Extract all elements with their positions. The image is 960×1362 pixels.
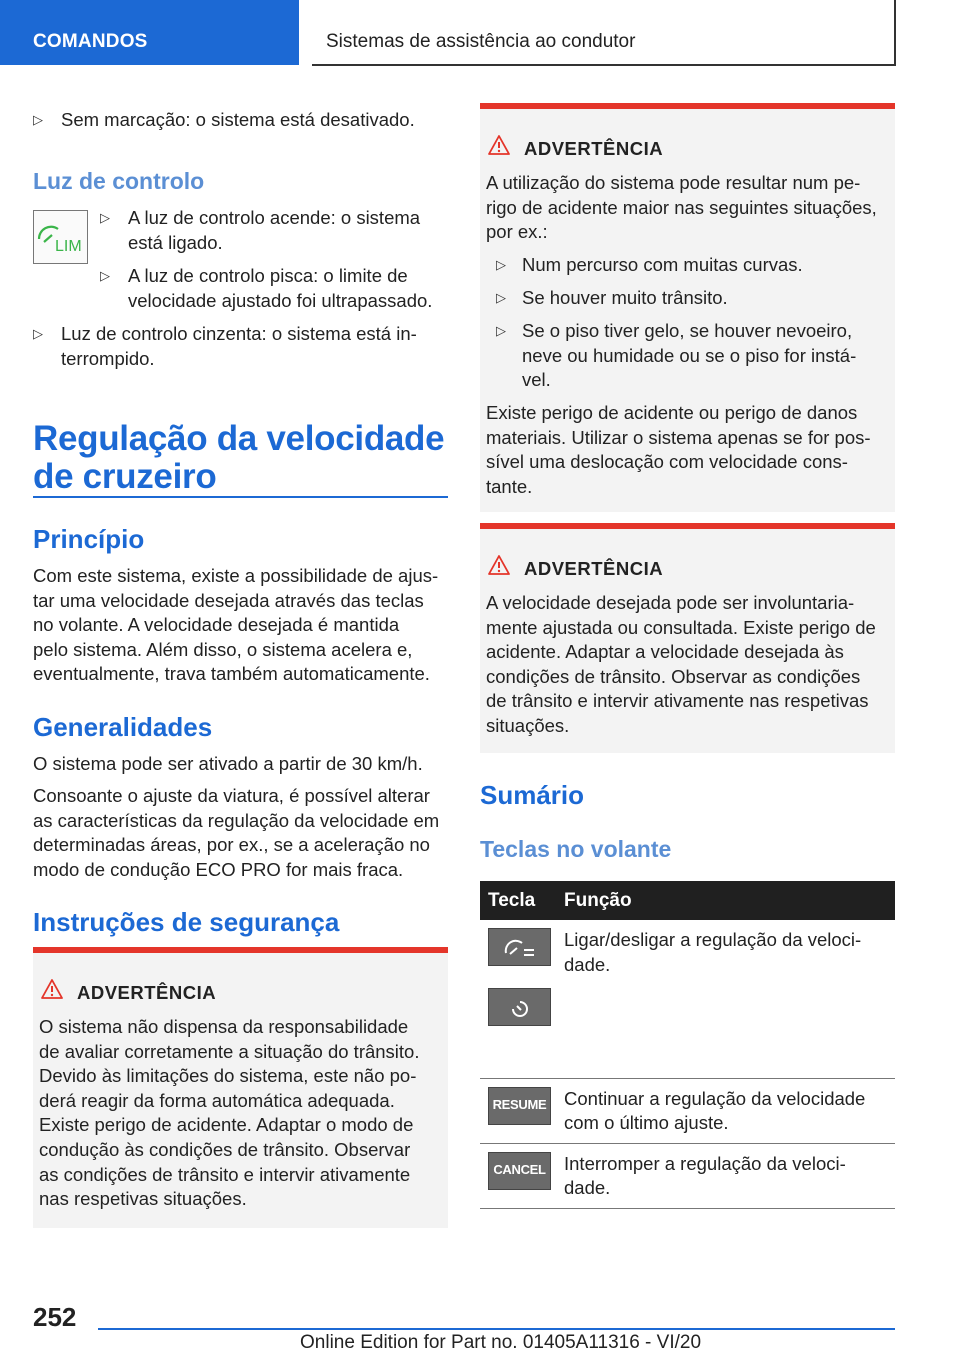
bullet-triangle-icon: ▷: [496, 323, 506, 338]
key-cell: [480, 1143, 556, 1208]
warning-title: ADVERTÊNCIA: [77, 982, 217, 1003]
bullet-text: Se houver muito trânsito.: [522, 287, 728, 308]
chapter-title: Sistemas de assistência ao condutor: [326, 31, 636, 52]
bullet-triangle-icon: ▷: [33, 112, 43, 127]
section-heading-sumario: Sumário: [480, 780, 585, 810]
function-cell: Continuar a regulação da velocidade com o último ajuste.: [556, 1078, 895, 1143]
chapter-tab: [312, 0, 896, 66]
section-heading-seguranca: Instruções de segurança: [33, 907, 340, 937]
section-heading-principio: Princípio: [33, 524, 145, 554]
key-cell: [480, 1078, 556, 1143]
table-header-row: [480, 881, 895, 920]
warning-outro: Existe perigo de acidente ou perigo de danos materiais. Utilizar o sistema apenas se for pos- sível uma deslocação com velocidade cons- tante.: [486, 402, 871, 497]
bullet-item: [33, 108, 448, 133]
principio-paragraph: Com este sistema, existe a possibilidade de ajus- tar uma velocidade desejada através das teclas no volante. A velocidade desejada é mantida pelo sistema. Além disso, o sistema acelera e, eventualmente, trava também automaticamente.: [33, 565, 439, 685]
section-heading-luz: Luz de controlo: [33, 168, 205, 194]
bullet-triangle-icon: ▷: [496, 257, 506, 272]
subsection-heading-teclas: Teclas no volante: [480, 836, 672, 862]
column-header-key: Tecla: [480, 881, 556, 920]
footer-rule: [98, 1328, 895, 1330]
bullet-item: [496, 319, 891, 393]
bullet-triangle-icon: ▷: [496, 290, 506, 305]
indicator-label: LIM: [55, 238, 82, 255]
cruise-indicator-lamp: [33, 210, 88, 264]
section-tab: [0, 0, 299, 65]
bullet-triangle-icon: ▷: [33, 326, 43, 341]
speed-limit-icon: [34, 211, 86, 262]
bullet-item: [496, 286, 891, 311]
warning-text: A velocidade desejada pode ser involuntaria- mente ajustada ou consultada. Existe perigo de acidente. Adaptar a velocidade desejada às condições de trânsito. Observar as condições de trânsito e intervir ativamente nas respetivas situações.: [486, 592, 876, 736]
warning-title: ADVERTÊNCIA: [524, 138, 664, 159]
bullet-text: A luz de controlo acende: o sistema está ligado.: [128, 207, 421, 253]
bullet-item: [496, 253, 891, 278]
steering-keys-table: [480, 881, 895, 1209]
bullet-item: [33, 322, 448, 371]
section-title: COMANDOS: [33, 31, 148, 52]
bullet-text: Luz de controlo cinzenta: o sistema está in- terrompido.: [61, 323, 417, 369]
bullet-text: Num percurso com muitas curvas.: [522, 254, 803, 275]
bullet-item: [100, 264, 448, 313]
table-row: [480, 1078, 895, 1143]
bullet-text: Sem marcação: o sistema está desativado.: [61, 109, 415, 130]
bullet-triangle-icon: ▷: [100, 268, 110, 283]
warning-title: ADVERTÊNCIA: [524, 558, 664, 579]
key-cell: [480, 920, 556, 1078]
title-rule: [33, 496, 448, 498]
bullet-triangle-icon: ▷: [100, 210, 110, 225]
warning-triangle-icon: [488, 135, 510, 155]
bullet-text: Se o piso tiver gelo, se houver nevoeiro, neve ou humidade ou se o piso for instá- vel.: [522, 320, 857, 391]
cruise-timer-button: [488, 988, 551, 1026]
warning-box: [480, 103, 895, 512]
table-row: [480, 1143, 895, 1208]
warning-intro: A utilização do sistema pode resultar num pe- rigo de acidente maior nas seguintes situações, por ex.:: [486, 172, 877, 243]
warning-box: [480, 523, 895, 753]
cruise-on-off-button: [488, 928, 551, 966]
function-cell: Ligar/desligar a regulação da veloci- dade.: [556, 920, 895, 1078]
warning-triangle-icon: [41, 979, 63, 999]
cruise-timer-icon: [508, 995, 532, 1019]
cruise-control-icon: [500, 934, 540, 960]
warning-box: [33, 947, 448, 1228]
resume-button: RESUME: [488, 1087, 551, 1125]
warning-text: O sistema não dispensa da responsabilidade de avaliar corretamente a situação do trânsito. Devido às limitações do sistema, este não po- derá reagir da forma automática adequada. Existe perigo de acidente. Adaptar o modo de condução às condições de trânsito. Observar as condições de trânsito e intervir ativamente nas respetivas situações.: [39, 1016, 420, 1210]
section-heading-generalidades: Generalidades: [33, 712, 213, 742]
main-title: Regulação da velocidade de cruzeiro: [33, 419, 445, 496]
generalidades-paragraph-1: O sistema pode ser ativado a partir de 30 km/h.: [33, 753, 423, 774]
function-cell: Interromper a regulação da veloci- dade.: [556, 1143, 895, 1208]
warning-triangle-icon: [488, 555, 510, 575]
edition-footer: Online Edition for Part no. 01405A11316 - VI/20: [300, 1332, 702, 1353]
table-row: [480, 920, 895, 1078]
bullet-text: A luz de controlo pisca: o limite de velocidade ajustado foi ultrapassado.: [128, 265, 433, 311]
cancel-button: CANCEL: [488, 1152, 551, 1190]
page-number: 252: [33, 1302, 77, 1332]
column-header-function: Função: [556, 881, 895, 920]
bullet-item: [100, 206, 448, 255]
generalidades-paragraph-2: Consoante o ajuste da viatura, é possível alterar as características da regulação da velocidade em determinadas áreas, por ex., se a aceleração no modo de condução ECO PRO for mais fraca.: [33, 785, 440, 880]
